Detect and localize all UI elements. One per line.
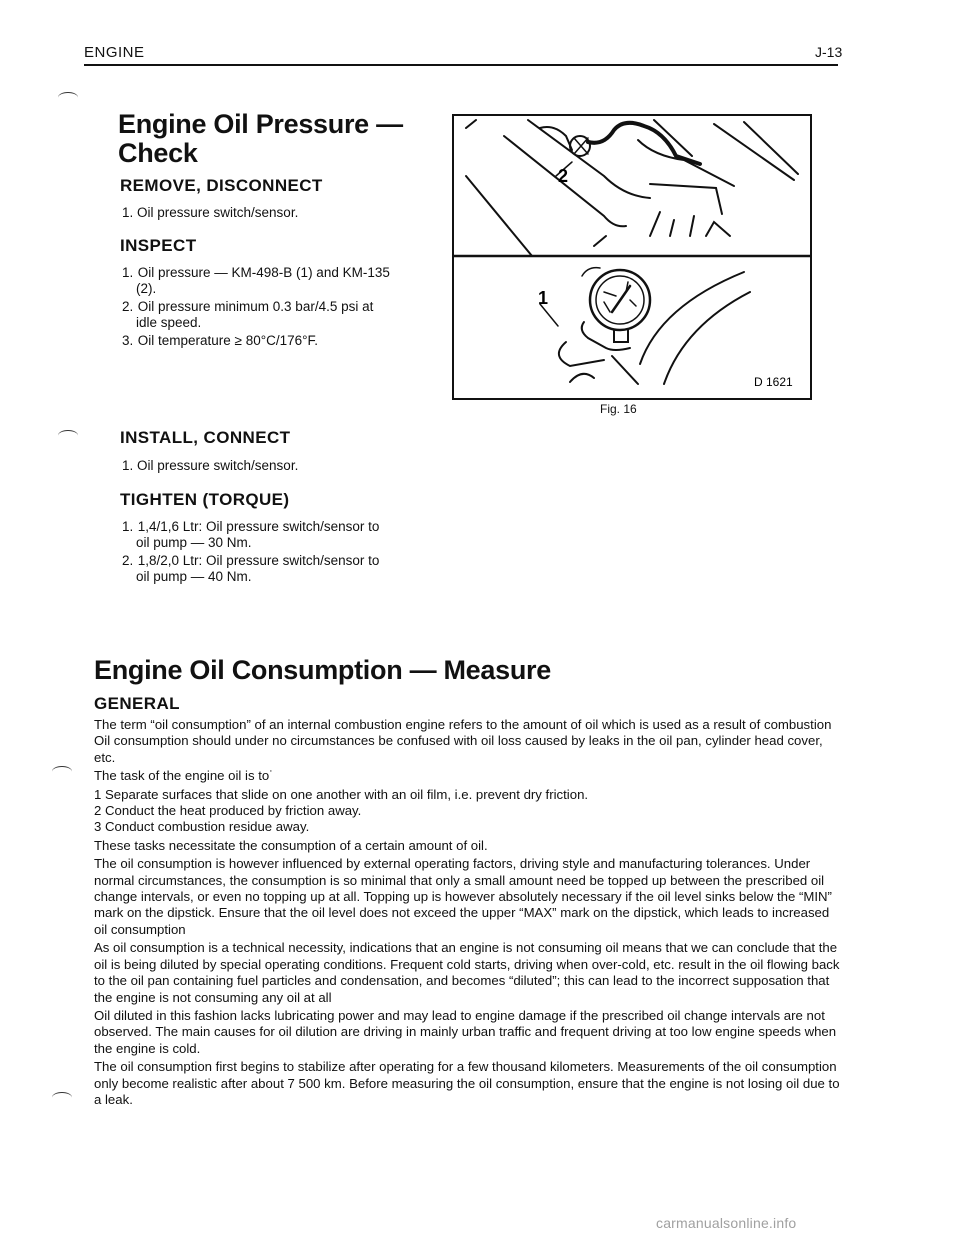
page-number: J-13 [815,44,843,60]
install-item: 1. Oil pressure switch/sensor. [122,458,299,473]
margin-mark [52,766,72,777]
fig-code: D 1621 [754,375,793,389]
consumption-title: Engine Oil Consumption — Measure [94,655,551,685]
watermark: carmanualsonline.info [656,1215,797,1231]
margin-mark [58,430,78,441]
paragraph: Oil diluted in this fashion lacks lubricating power and may lead to engine damage if the prescribed oil change intervals are not observed. The main causes for oil dilution are driving in mainly urban traffic and frequent driving at too low engine speeds when the engine is cold. [94,1007,837,1056]
inspect-item: 1. Oil pressure — KM-498-B (1) and KM-135 (2). [122,265,390,296]
inspect-item: 3. Oil temperature ≥ 80°C/176°F. [122,333,319,348]
paragraph: The term “oil consumption” of an internal combustion engine refers to the amount of oil which is used as a result of combustion Oil consumption should under no circumstances be confused with oil loss caused by leaks in the oil pan, cylinder head cover, etc. [94,717,832,765]
general-heading: GENERAL [94,694,180,713]
task-item: 2 Conduct the heat produced by friction away. [94,803,362,819]
paragraph: These tasks necessitate the consumption of a certain amount of oil. [94,837,488,853]
fig-label-1: 1 [538,288,549,308]
remove-item: 1. Oil pressure switch/sensor. [122,205,299,220]
gauge-illustration [454,116,810,398]
inspect-heading: INSPECT [120,236,197,255]
tighten-item: 2. 1,8/2,0 Ltr: Oil pressure switch/sensor to oil pump — 40 Nm. [122,553,380,584]
figure-16 [452,114,812,400]
pressure-title: Engine Oil Pressure — Check [118,109,403,168]
margin-mark [52,1092,72,1103]
consumption-body [94,717,842,1110]
task-item: 1 Separate surfaces that slide on one another with an oil film, i.e. prevent dry friction. [94,786,589,802]
figure-caption: Fig. 16 [600,402,637,416]
tighten-item: 1. 1,4/1,6 Ltr: Oil pressure switch/sensor to oil pump — 30 Nm. [122,519,380,550]
paragraph: The oil consumption is however influenced by external operating factors, driving style and manufacturing tolerances. Under normal circumstances, the consumption is so minimal that only a small amount need be topped up between the prescribed oil change intervals, or even no topping up at all. Topping up is however absolutely necessary if the oil level sinks below the “MIN” mark on the dipstick. Ensure that the oil level does not exceed the upper “MAX” mark on the dipstick, which leads to increased oil consumption [94,856,832,937]
fig-label-2: 2 [558,166,569,186]
remove-heading: REMOVE, DISCONNECT [120,176,323,195]
task-intro: The task of the engine oil is to˙ [94,768,274,784]
margin-mark [58,92,78,103]
header-rule [84,64,838,66]
install-heading: INSTALL, CONNECT [120,428,291,447]
paragraph: The oil consumption first begins to stabilize after operating for a few thousand kilometers. Measurements of the oil consumption only become realistic after about 7 500 km. Before measuring the oil consumption, ensure that the engine is not losing oil due to a leak. [94,1059,840,1107]
tighten-heading: TIGHTEN (TORQUE) [120,490,290,509]
task-item: 3 Conduct combustion residue away. [94,819,310,835]
paragraph: As oil consumption is a technical necessity, indications that an engine is not consuming oil means that we can conclude that the oil is being diluted by special operating conditions. Frequent cold starts, driving when over-cold, etc. result in the oil flowing back to the oil pan containing fuel particles and condensation, and becomes “diluted”; this can lead to the incorrect supposation that the engine is not consuming any oil at all [94,940,840,1005]
section-header: ENGINE [84,44,145,61]
inspect-item: 2. Oil pressure minimum 0.3 bar/4.5 psi at idle speed. [122,299,374,330]
